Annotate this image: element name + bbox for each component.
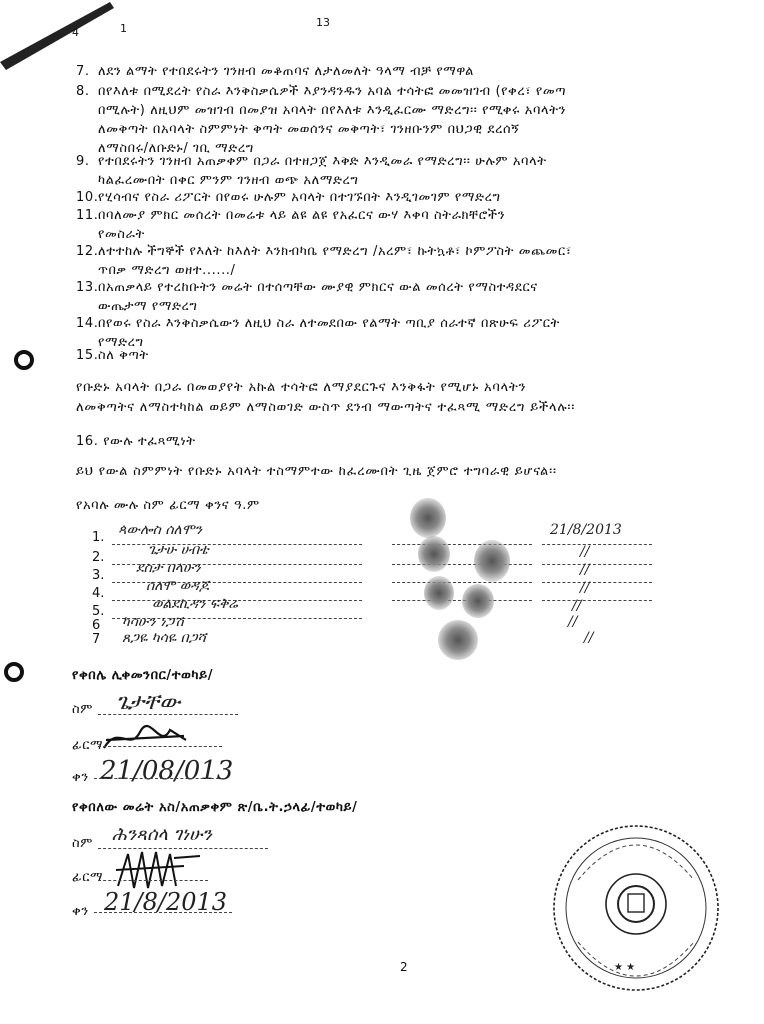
name-line — [98, 714, 238, 715]
punch-hole-icon — [4, 662, 24, 682]
date-line — [542, 582, 652, 583]
list-item — [76, 82, 756, 160]
date-line — [94, 778, 224, 779]
page-number: 2 — [400, 960, 408, 974]
receiver-sign-label: ፊርማ — [72, 738, 104, 753]
thumbprint-icon — [438, 620, 478, 660]
member-name: ጳውሎስ ሰለሞን — [118, 522, 202, 538]
item-number: 10. — [76, 190, 99, 205]
member-number: 5. — [92, 604, 105, 619]
member-date: 21/8/2013 — [550, 522, 622, 538]
land-officer-date: 21/8/2013 — [104, 888, 228, 916]
member-name: ጸጋዬ ካሳዬ በጋሻ — [122, 630, 207, 646]
list-item — [76, 278, 756, 318]
land-officer-heading: የቀበለው መሬት አስ/አጠቃቀም ጽ/ቤ.ት.ኃላፊ/ተወካይ/ — [72, 800, 358, 815]
list-item — [76, 242, 756, 282]
member-name: ደስታ በላሁን — [136, 560, 201, 576]
item-number: 14. — [76, 316, 99, 331]
member-name: ካሳሁን ነጋሽ — [122, 614, 184, 630]
receiver-name: ጌታቸው — [116, 690, 181, 715]
member-number: 4. — [92, 586, 105, 601]
item-text: በየእለቱ በሚደረት የስራ እንቅስቃሴዎች እያንዳንዱን አባል ተሳትፎ መመዝገብ (የቀረ፣ የመጣ በሚሉት) ለዚህም መዝገብ በመያዝ አባላት በየእለቱ እንዲፈርሙ ማድረግ፡፡ የሚቀሩ አባላትን ለመቅጣት በአባላት ስምምነት ቅጣት መወሰንና መቅጣት፣ ገንዘቡንም በህጋዊ ደረሰኝ ለማስበሩ/ለቡድኑ/ ገቢ ማድረግ — [98, 84, 567, 156]
member-number: 6 — [92, 618, 101, 633]
member-name: ጌታሁ ሀብቴ — [148, 542, 209, 558]
member-name: ወልደኪዳን ፍቅሬ — [152, 596, 238, 612]
land-officer-name: ሕንጻሰላ ገነሁን — [112, 824, 212, 845]
list-item — [76, 188, 756, 208]
item-text: በባለሙያ ምክር መሰረት በመሬቱ ላይ ልዩ ልዩ የአፈርና ውሃ እቀባ ስትራክቸሮችን የመስራት — [98, 208, 506, 242]
penalty-paragraph: የቡድኑ አባላት በጋራ በመወያየት አኩል ተሳትፎ ለማያደርጉና እንቅፋት የሚሆኑ አባላትን ለመቅጣትና ለማስተካከል ወይም ለማስወገድ ውስጥ ደንብ ማውጣትና ተፈጻሚ ማድረግ ይችላሉ፡፡ — [76, 380, 576, 415]
item-text: ስለ ቅጣት — [98, 348, 149, 363]
member-number: 1. — [92, 530, 105, 545]
tick-mark: 1 — [120, 22, 127, 35]
receiver-name-label: ስም — [72, 702, 93, 717]
thumbprint-icon — [424, 576, 454, 610]
land-officer-sign-label: ፊርማ — [72, 870, 104, 885]
member-date: // — [584, 630, 594, 646]
date-line — [542, 600, 652, 601]
member-date: // — [580, 580, 590, 596]
official-stamp-icon — [548, 820, 724, 996]
receiver-date: 21/08/013 — [100, 756, 234, 786]
item-number: 9. — [76, 154, 90, 169]
list-item — [76, 206, 756, 246]
members-heading: የአባሉ ሙሉ ስም ፊርማ ቀንና ዓ.ም — [76, 498, 260, 513]
date-line — [542, 564, 652, 565]
date-line — [542, 544, 652, 545]
item-number: 13. — [76, 280, 99, 295]
item-text: የሂሳብና የስራ ሪፖርት በየወሩ ሁሉም አባላት በተገኙበት እንዲገመገም የማድረግ — [98, 190, 501, 205]
member-list — [92, 522, 692, 652]
item-number: 8. — [76, 84, 90, 99]
list-item — [76, 346, 756, 366]
signature-line — [98, 746, 222, 747]
svg-text:★ ★: ★ ★ — [614, 962, 636, 973]
section-heading: 16. የውሉ ተፈጻሚነት — [76, 434, 196, 449]
thumbprint-icon — [462, 584, 494, 618]
signature-line — [392, 564, 532, 565]
thumbprint-icon — [474, 540, 510, 582]
signature-line — [98, 880, 208, 881]
signature-line — [392, 582, 532, 583]
signature-line — [392, 544, 532, 545]
thumbprint-icon — [418, 536, 450, 572]
receiver-date-label: ቀን — [72, 770, 89, 785]
member-number: 2. — [92, 550, 105, 565]
member-date: // — [580, 544, 590, 560]
member-date: // — [572, 598, 582, 614]
item-text: ለደን ልማት የተበደሩትን ገንዘብ መቆጠባና ለታለመለት ዓላማ ብቻ የማዋል — [98, 64, 474, 79]
receiver-signature — [100, 722, 190, 754]
list-item — [76, 152, 756, 192]
date-line — [94, 912, 232, 913]
list-item — [76, 62, 756, 82]
member-number: 3. — [92, 568, 105, 583]
land-officer-name-label: ስም — [72, 836, 93, 851]
land-officer-date-label: ቀን — [72, 904, 89, 919]
member-date: // — [568, 614, 578, 630]
tick-mark: 4 — [72, 26, 79, 39]
item-number: 11. — [76, 208, 99, 223]
thumbprint-icon — [410, 498, 446, 538]
item-text: በየወሩ የስራ እንቅስቃሴውን ለዚህ ስራ ለተመደበው የልማት ጣቢያ ሰራተኛ በጽሁፍ ሪፖርት የማድረግ — [98, 316, 560, 350]
member-number: 7 — [92, 632, 101, 647]
member-name: ሰለሞ ወዳጆ — [146, 578, 209, 594]
item-number: 7. — [76, 64, 90, 79]
item-text: በአጠቃላይ የተረከቡትን መሬት በተሰጣቸው ሙያዊ ምክርና ውል መሰረት የማስተዳደርና ውጤታማ የማድረግ — [98, 280, 538, 314]
receiver-heading: የቀበሌ ሊቀመንበር/ተወካይ/ — [72, 668, 214, 683]
section-body: ይህ የውል ስምምነት የቡድኑ አባላት ተስማምተው ከፈረሙበት ጊዜ ጀምሮ ተግባራዊ ይሆናል፡፡ — [76, 464, 557, 479]
punch-hole-icon — [14, 350, 34, 370]
fold-mark-icon — [0, 0, 120, 70]
item-number: 12. — [76, 244, 99, 259]
item-text: ለተተከሉ ችግኞች የእለት ከእለት እንክብካቤ የማድረግ /አረም፣ ኩትኳቶ፣ ኮምፖስት መጨመር፣ ጥበቃ ማድረግ ወዘተ....../ — [98, 244, 572, 278]
member-date: // — [580, 562, 590, 578]
item-text: የተበደሩትን ገንዘብ አጠቃቀም በጋራ በተዘጋጀ እቅድ እንዲመራ የማድረግ፡፡ ሁሉም አባላት ካልፈረሙበት በቀር ምንም ገንዘብ ወጭ አለማድረግ — [98, 154, 547, 188]
page-marker: 13 — [316, 16, 330, 29]
item-number: 15. — [76, 348, 99, 363]
